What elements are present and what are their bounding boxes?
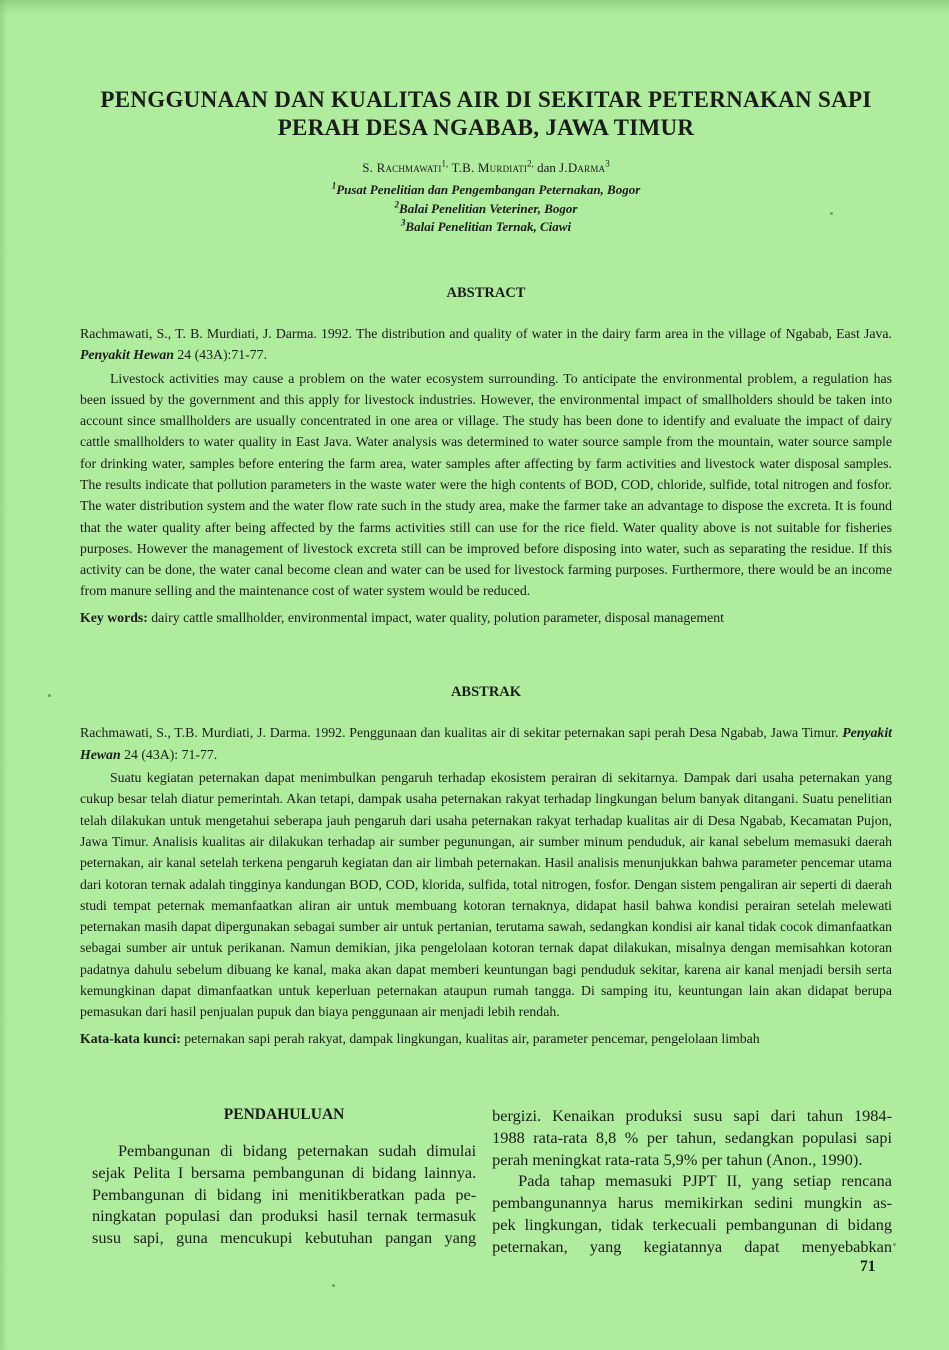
abstract-heading: ABSTRACT [446,284,526,301]
keywords-text: dairy cattle smallholder, environmental impact, water quality, polution parameter, disposal management [147,609,724,625]
affiliation-1-text: Pusat Penelitian dan Pengembangan Peternakan, Bogor [336,182,641,197]
intro-line: susu sapi, guna mencukupi kebutuhan pangan yang [92,1228,477,1248]
author-3: J.Darma [559,160,606,175]
intro-line: Pembangunan di bidang peternakan sudah dimulai [118,1140,477,1160]
author-1-superscript: 1, [441,158,449,169]
author-2-superscript: 2, [527,158,534,169]
kata-kunci-label: Kata-kata kunci: [80,1030,181,1046]
pendahuluan-heading: PENDAHULUAN [223,1105,345,1123]
page-number: 71 [860,1258,876,1275]
authors-line [80,160,892,176]
intro-line: Pembangunan di bidang ini menitikberatkan pada pe- [92,1184,477,1204]
author-1: S. Rachmawati [362,160,442,175]
article-title [80,86,892,142]
affiliation-1 [80,181,892,200]
keywords-label: Key words: [80,609,148,625]
introduction-section [92,1105,892,1258]
abstract-citation-volume: 24 (43A):71-77. [173,347,268,362]
abstract-citation [80,323,892,366]
abstract-body: Livestock activities may cause a problem on the water ecosystem surrounding. To anticipate the environmental problem, a regulation has been issued by the government and this apply for livestock industries. However, the environmental impact of smallholders should be taken into account since smallholders are usually concentrated in one area or village. The study has been done to identify and evaluate the impact of dairy cattle smallholders to water quality in East Java. Water analysis was determined to water source sample from the mountain, water source sample for drinking water, samples before entering the farm area, water samples after affecting by farm activities and livestock water disposal samples. The results indicate that pollution parameters in the waste water were the high contents of BOD, COD, chloride, sulfide, total nitrogen and fosfor. The water distribution system and the water flow rate such in the study area, make the farmer take an advantage to dispose the excreta. It is found that the water quality after being affected by the farms activities still can use for the rice field. Water quality above is not suitable for fisheries purposes. However the management of livestock excreta still can be improved before disposing into water, such as separating the residue. If this activity can be done, the water canal become clean and water can be used for livestock farming purposes. Furthermore, there would be an income from manure selling and the maintenance cost of water system would be reduced. [80,370,892,599]
affiliation-2-text: Balai Penelitian Veteriner, Bogor [399,200,578,216]
abstrak-citation-text: Rachmawati, S., T.B. Murdiati, J. Darma. 1992. Penggunaan dan kualitas air di sekitar peternakan sapi perah Desa Ngabab, Jawa Timur. [80,725,843,741]
author-2: T.B. Murdiati [451,160,528,175]
affiliation-2 [80,200,892,219]
abstract-citation-text: Rachmawati, S., T. B. Murdiati, J. Darma. 1992. The distribution and quality of water in the dairy farm area in the village of Ngabab, East Java. [80,325,892,341]
intro-line: ningkatan populasi dan produksi hasil ternak termasuk [92,1206,477,1226]
article-title-line2: PERAH DESA NGABAB, JAWA TIMUR [277,115,695,140]
affiliation-1-superscript: 1 [331,180,337,191]
author-3-superscript: 3 [605,158,610,169]
affiliation-3-superscript: 3 [400,217,406,228]
affiliation-3 [80,218,892,237]
affiliations [80,181,892,237]
affiliation-3-text: Balai Penelitian Ternak, Ciawi [405,219,572,234]
kata-kunci-line [80,1028,892,1049]
scan-speck [893,1243,896,1246]
intro-line: sejak Pelita I bersama pembangunan di bidang lainnya. [92,1162,477,1182]
intro-right-column [492,1105,892,1258]
scan-speck [830,212,833,215]
author-conjunction: dan [537,160,560,175]
intro-line: 1988 rata-rata 8,8 % per tahun, sedangkan populasi sapi [492,1127,892,1147]
scan-speck [332,1284,335,1287]
abstrak-citation-journal: Penyakit Hewan [80,725,892,762]
intro-line: bergizi. Kenaikan produksi susu sapi dari tahun 1984- [492,1105,892,1125]
keywords-line [80,607,892,628]
intro-line: pek lingkungan, tidak terkecuali pembangunan di bidang [492,1214,892,1234]
abstrak-citation [80,722,892,765]
intro-left-column [92,1105,476,1258]
abstrak-heading: ABSTRAK [450,684,522,701]
abstrak-citation-volume: 24 (43A): 71-77. [120,746,218,762]
kata-kunci-text: peternakan sapi perah rakyat, dampak lingkungan, kualitas air, parameter pencemar, pengelolaan limbah [180,1030,760,1046]
abstract-citation-journal: Penyakit Hewan [80,347,174,362]
article-content [80,0,892,1258]
affiliation-2-superscript: 2 [394,199,400,210]
scan-speck [48,694,51,697]
abstrak-body: Suatu kegiatan peternakan dapat menimbulkan pengaruh terhadap ekosistem perairan di sekitarnya. Dampak dari usaha peternakan yang cukup besar telah diatur pemerintah. Akan tetapi, dampak usaha peternakan rakyat terhadap lingkungan belum banyak ditangani. Suatu penelitian telah dilakukan untuk mengetahui seberapa jauh pengaruh dari usaha peternakan rakyat terhadap kualitas air di Desa Ngabab, Kecamatan Pujon, Jawa Timur. Analisis kualitas air dilakukan terhadap air sumber pegunungan, air sumber minum penduduk, air kanal sebelum memasuki daerah peternakan, air kanal setelah terkena pengaruh kegiatan dan air limbah peternakan. Hasil analisis menunjukkan bahwa parameter pencemar utama dari kotoran ternak adalah tingginya kandungan BOD, COD, klorida, sulfida, total nitrogen, fosfor. Dengan sistem pengaliran air seperti di daerah studi tempat peternak memanfaatkan aliran air untuk membuang kotoran ternaknya, didapat hasil bahwa kondisi perairan setelah melewati peternakan masih dapat dipergunakan sebagai sumber air untuk pertanian, terutama sawah, sedangkan kondisi air kanal tidak cocok dimanfaatkan sebagai sumber air untuk perikanan. Namun demikian, jika pengelolaan kotoran ternak dapat dilakukan, misalnya dengan memisahkan kotoran padatnya dahulu sebelum dibuang ke kanal, maka akan dapat memberi keuntungan bagi penduduk sekitar, karena air kanal menjadi bersih serta kemungkinan dapat dimanfaatkan untuk keperluan peternakan ataupun rumah tangga. Di samping itu, keuntungan lain akan didapat berupa pemasukan dari hasil penjualan pupuk dan biaya penggunaan air menjadi lebih rendah. [80,770,892,1020]
intro-line: peternakan, yang kegiatannya dapat menyebabkan [492,1236,892,1256]
intro-line: perah meningkat rata-rata 5,9% per tahun (Anon., 1990). [492,1149,863,1169]
intro-line: Pada tahap memasuki PJPT II, yang setiap rencana [518,1171,892,1191]
scan-edge-shadow-left [0,0,8,1350]
article-title-line1: PENGGUNAAN DAN KUALITAS AIR DI SEKITAR PETERNAKAN SAPI [100,87,872,112]
intro-line: pembangunannya harus memikirkan sedini mungkin as- [492,1193,892,1213]
